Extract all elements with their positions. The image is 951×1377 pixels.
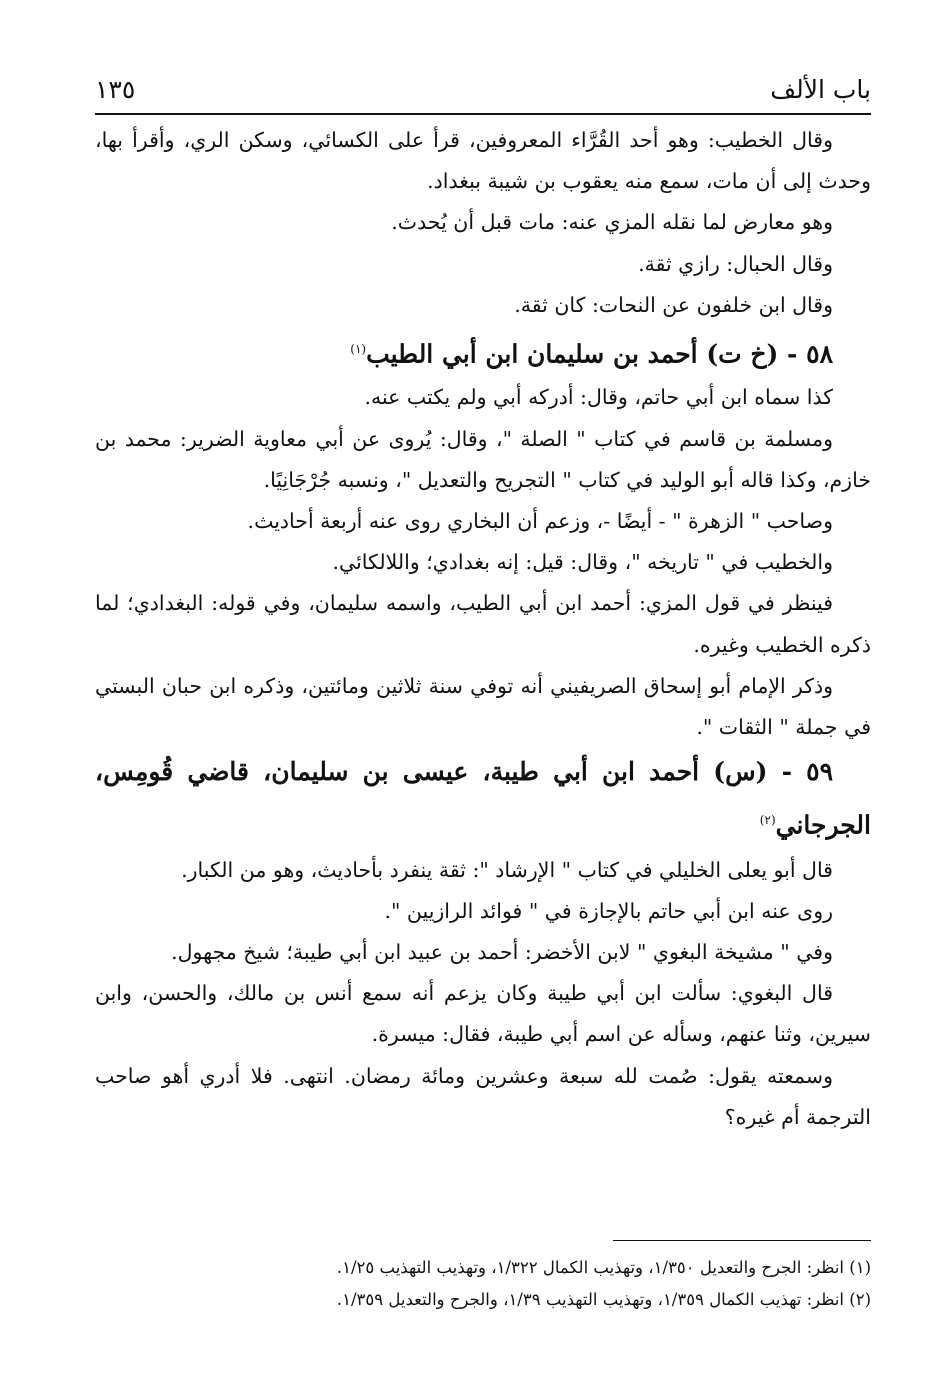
- header-rule: [95, 113, 871, 115]
- footnote-ref: (٢): [759, 813, 776, 828]
- paragraph: وقال ابن خلفون عن النحات: كان ثقة.: [514, 292, 833, 317]
- entry-heading-58: [95, 326, 871, 377]
- entry-heading-59: [95, 748, 871, 849]
- paragraph: وذكر الإمام أبو إسحاق الصريفيني أنه توفي سنة ثلاثين ومائتين، وذكره ابن حبان البستي في جملة " الثقات ".: [95, 673, 871, 739]
- footnotes: [95, 1252, 871, 1316]
- paragraph: ومسلمة بن قاسم في كتاب " الصلة "، وقال: يُروى عن أبي معاوية الضرير: محمد بن خازم، وكذا قاله أبو الوليد في كتاب " التجريح والتعديل "، ونسبه جُرْجَانِيًا.: [95, 426, 871, 492]
- footnote-ref: (١): [350, 342, 367, 357]
- paragraph: قال أبو يعلى الخليلي في كتاب " الإرشاد ": ثقة ينفرد بأحاديث، وهو من الكبار.: [181, 857, 833, 882]
- paragraph: وفي " مشيخة البغوي " لابن الأخضر: أحمد بن عبيد ابن أبي طيبة؛ شيخ مجهول.: [171, 939, 833, 964]
- page-number: ١٣٥: [95, 75, 136, 104]
- footnote: (١) انظر: الجرح والتعديل ١/٣٥٠، وتهذيب الكمال ١/٣٢٢، وتهذيب التهذيب ١/٢٥.: [336, 1258, 871, 1277]
- entry-heading-text: ٥٩ - (س) أحمد ابن أبي طيبة، عيسى بن سليمان، قاضي قُومِس، الجرجاني: [95, 757, 871, 840]
- paragraph: فينظر في قول المزي: أحمد ابن أبي الطيب، واسمه سليمان، وفي قوله: البغدادي؛ لما ذكره الخطيب وغيره.: [95, 591, 871, 657]
- paragraph: وقال الخطيب: وهو أحد القُرَّاء المعروفين، قرأ على الكسائي، وسكن الري، وأقرأ بها، وحدث إلى أن مات، سمع منه يعقوب بن شيبة ببغداد.: [95, 128, 871, 194]
- paragraph: وقال الحبال: رازي ثقة.: [638, 251, 833, 276]
- running-head: [95, 62, 871, 114]
- main-text: [95, 120, 871, 1138]
- paragraph: كذا سماه ابن أبي حاتم، وقال: أدركه أبي ولم يكتب عنه.: [364, 385, 833, 410]
- footnote-rule: [613, 1240, 871, 1241]
- paragraph: قال البغوي: سألت ابن أبي طيبة وكان يزعم أنه سمع أنس بن مالك، والحسن، وابن سيرين، وثنا عنهم، وسأله عن اسم أبي طيبة، فقال: ميسرة.: [95, 981, 871, 1047]
- paragraph: والخطيب في " تاريخه "، وقال: قيل: إنه بغدادي؛ واللالكائي.: [332, 550, 833, 575]
- paragraph: وصاحب " الزهرة " - أيضًا -، وزعم أن البخاري روى عنه أربعة أحاديث.: [247, 508, 833, 533]
- footnote: (٢) انظر: تهذيب الكمال ١/٣٥٩، وتهذيب التهذيب ١/٣٩، والجرح والتعديل ١/٣٥٩.: [336, 1290, 871, 1309]
- chapter-title: باب الألف: [770, 75, 871, 104]
- paragraph: وسمعته يقول: صُمت لله سبعة وعشرين ومائة رمضان. انتهى. فلا أدري أهو صاحب الترجمة أم غيره؟: [95, 1063, 871, 1129]
- paragraph: وهو معارض لما نقله المزي عنه: مات قبل أن يُحدث.: [391, 210, 833, 235]
- paragraph: روى عنه ابن أبي حاتم بالإجازة في " فوائد الرازيين ".: [384, 898, 833, 923]
- entry-heading-text: ٥٨ - (خ ت) أحمد بن سليمان ابن أبي الطيب: [366, 339, 833, 369]
